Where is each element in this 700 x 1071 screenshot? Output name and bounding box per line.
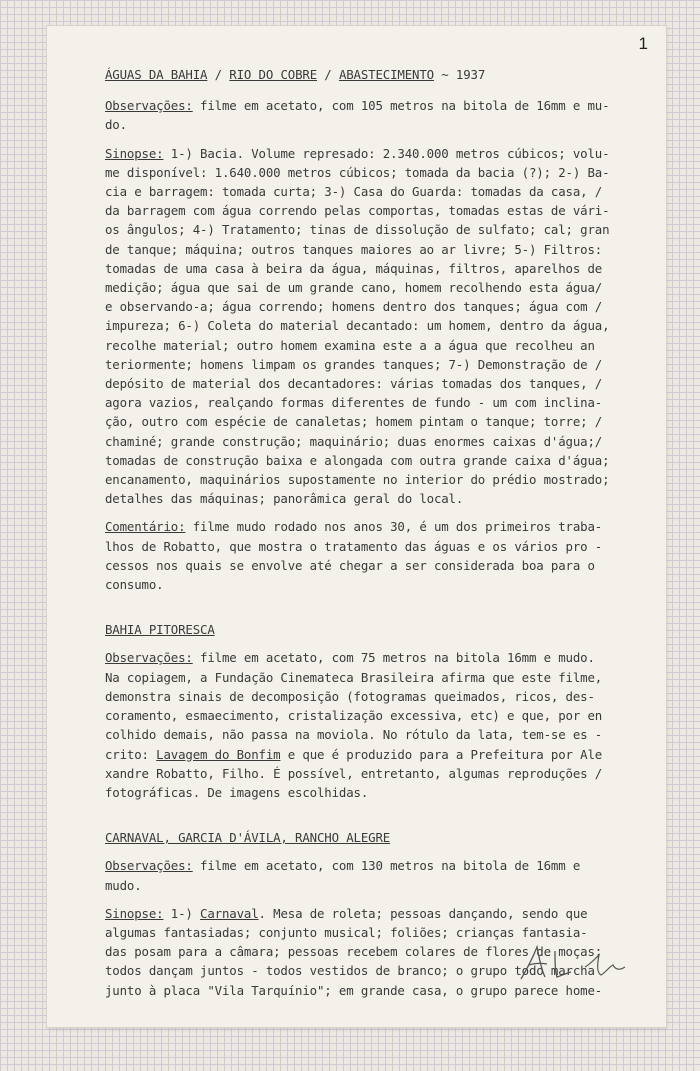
section-1-comentario: Comentário: filme mudo rodado nos anos 30, é um dos primeiros traba-	[105, 519, 603, 535]
document-body: ÁGUAS DA BAHIA / RIO DO COBRE / ABASTECIMENTO ~ 1937 Observações: filme em acetato, com 105 metros na bitola de 16mm e mu- do. Sinopse: 1-) Bacia. Volume represado: 2.340.000 metros cúbicos; volu- me disponível: 1.640.000 metros cúbicos; tomada da bacia (?); 2-) Ba- cia e barragem: tomada curta; 3-) Casa do Guarda: tomadas da casa, / da barragem com água correndo pelas comportas, tomadas estas de vári- os ângulos; 4-) Tratamento; tinas de dissolução de sulfato; cal; gran de tanque; máquina; outros tanques maiores ao ar livre; 5-) Filtros: tomadas de uma casa à beira da água, máquinas, filtros, aparelhos de medição; água que sai de um grande cano, homem recolhendo esta água/ e observando-a; água correndo; homens dentro dos tanques; água com / impureza; 6-) Coleta do material decantado: um homem, dentro da água, recolhe material; outro homem examina este a a água que recolheu an teriormente; homens limpam os grandes tanques; 7-) Demonstração de / depósito de material dos decantadores: várias tomadas dos tanques, / agora vazios, realçando formas diferentes de fundo - um com inclina- ção, outro com espécie de canaletas; homem pintam o tanque; torre; / chaminé; grande construção; maquinário; duas enormes caixas d'água;/ tomadas de construção baixa e alongada com outra grande caixa d'água; encanamento, maquinários supostamente no interior do prédio mostrado; detalhes das máquinas; panorâmica geral do local. Comentário: filme mudo rodado nos anos 30, é um dos primeiros traba- lhos de Robatto, que mostra o tratamento das águas e os vários pro - cessos nos quais se envolve até chegar a ser considerada boa para o consumo. BAHIA PITORESCA Observações: filme em acetato, com 75 metros na bitola 16mm e mudo. Na copiagem, a Fundação Cinemateca Brasileira afirma que este filme, demonstra sinais de decomposição (fotogramas queimados, ricos, des- coramento, esmaecimento, cristalização excessiva, etc) e que, por en colhido demais, não passa na moviola. No rótulo da lata, tem-se es - crito: Lavagem do Bonfim e que é produzido para a Prefeitura por Ale xandre Robatto, Filho. É possível, entretanto, algumas reproduções / fotográficas. De imagens escolhidas. CARNAVAL, GARCIA D'ÁVILA, RANCHO ALEGRE Observações: filme em acetato, com 130 metros na bitola de 16mm e mudo. Sinopse: 1-) Carnaval. Mesa de roleta; pessoas dançando, sendo que algumas fantasiadas; conjunto musical; foliões; crianças fantasia- das posam para a câmara; pessoas recebem colares de flores de moças; todos dançam juntos - todos vestidos de branco; o grupo todo marcha junto à placa "Vila Tarquínio"; em grande casa, o grupo parece home-	[105, 65, 625, 1000]
section-1-sinopse: Sinopse: 1-) Bacia. Volume represado: 2.340.000 metros cúbicos; volu-	[105, 145, 610, 161]
section-2-title: BAHIA PITORESCA	[105, 622, 215, 638]
section-1-observacoes: Observações: filme em acetato, com 105 metros na bitola de 16mm e mu-	[105, 98, 610, 114]
page-number: 1	[638, 34, 648, 53]
section-1-title: ÁGUAS DA BAHIA / RIO DO COBRE / ABASTECIMENTO ~ 1937	[105, 67, 486, 82]
film-title-lavagem: Lavagem do Bonfim	[156, 746, 281, 762]
section-3-sinopse: Sinopse: 1-) Carnaval. Mesa de roleta; pessoas dançando, sendo que	[105, 905, 588, 921]
handwritten-signature	[515, 939, 635, 987]
section-2-crito-line: crito: Lavagem do Bonfim e que é produzido para a Prefeitura por Ale	[105, 746, 603, 762]
document-page	[47, 26, 666, 1027]
section-2-observacoes: Observações: filme em acetato, com 75 metros na bitola 16mm e mudo.	[105, 650, 595, 666]
section-3-observacoes: Observações: filme em acetato, com 130 metros na bitola de 16mm e	[105, 858, 581, 874]
section-3-title: CARNAVAL, GARCIA D'ÁVILA, RANCHO ALEGRE	[105, 830, 391, 846]
